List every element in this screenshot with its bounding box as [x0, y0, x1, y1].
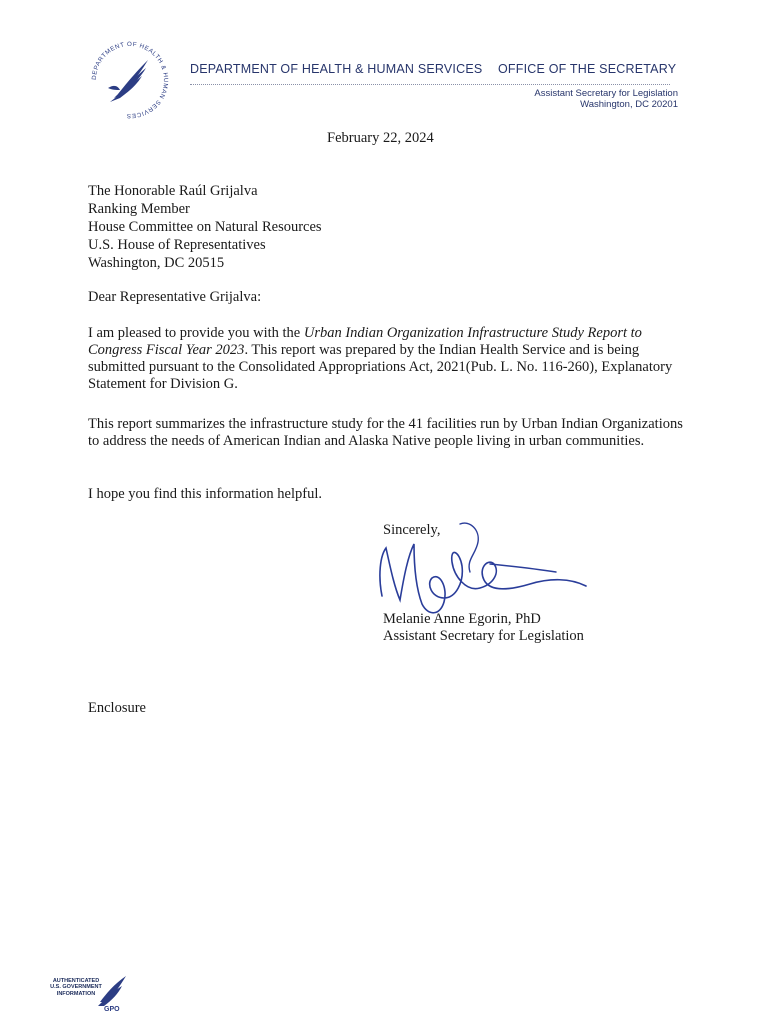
recipient-line: Washington, DC 20515	[88, 255, 225, 271]
office-name: OFFICE OF THE SECRETARY	[498, 62, 677, 76]
closing: Sincerely,	[383, 522, 441, 538]
hhs-seal-icon	[88, 38, 172, 122]
gpo-eagle-icon	[92, 972, 130, 1012]
recipient-line: U.S. House of Representatives	[88, 237, 266, 253]
recipient-line: Ranking Member	[88, 201, 190, 217]
signer-name: Melanie Anne Egorin, PhD	[383, 611, 541, 627]
recipient-line: House Committee on Natural Resources	[88, 219, 322, 235]
paragraph-2: This report summarizes the infrastructure study for the 41 facilities run by Urban Indian Organizations to address the needs of American Indian and Alaska Native people living in urban communities.	[88, 416, 683, 449]
office-address	[534, 88, 678, 110]
gpo-label: GPO	[104, 1006, 120, 1012]
gpo-line-2: U.S. GOVERNMENT	[50, 984, 102, 991]
paragraph-1-lead: I am pleased to provide you with the	[88, 325, 304, 341]
enclosure-note: Enclosure	[88, 700, 146, 716]
office-line-1: Assistant Secretary for Legislation	[534, 88, 678, 99]
letterhead-divider	[190, 84, 670, 85]
department-name: DEPARTMENT OF HEALTH & HUMAN SERVICES	[190, 62, 483, 76]
salutation: Dear Representative Grijalva:	[88, 289, 262, 305]
paragraph-1-rest: . This report was prepared by the Indian Health Service and is being submitted pursuant to the Consolidated Appropriations Act, 2021(Pub. L. No. 116-260), Explanatory Statement for Division G.	[88, 342, 673, 392]
svg-text:DEPARTMENT OF HEALTH & HUMAN S: DEPARTMENT OF HEALTH & HUMAN SERVICES	[90, 40, 170, 120]
gpo-authentication-badge	[44, 972, 134, 1020]
report-title: Urban Indian Organization Infrastructure Study Report to Congress Fiscal Year 2023	[88, 325, 642, 358]
gpo-line-1: AUTHENTICATED	[52, 978, 100, 984]
letterhead	[88, 38, 688, 128]
recipient-address	[88, 183, 322, 273]
recipient-line: The Honorable Raúl Grijalva	[88, 183, 258, 199]
gpo-line-3: INFORMATION	[56, 990, 96, 997]
paragraph-3: I hope you find this information helpful.	[88, 486, 322, 502]
handwritten-signature	[370, 516, 600, 626]
letter-date: February 22, 2024	[327, 130, 434, 146]
signer-title: Assistant Secretary for Legislation	[383, 628, 584, 644]
office-line-2: Washington, DC 20201	[580, 99, 678, 110]
paragraph-1	[88, 325, 688, 393]
